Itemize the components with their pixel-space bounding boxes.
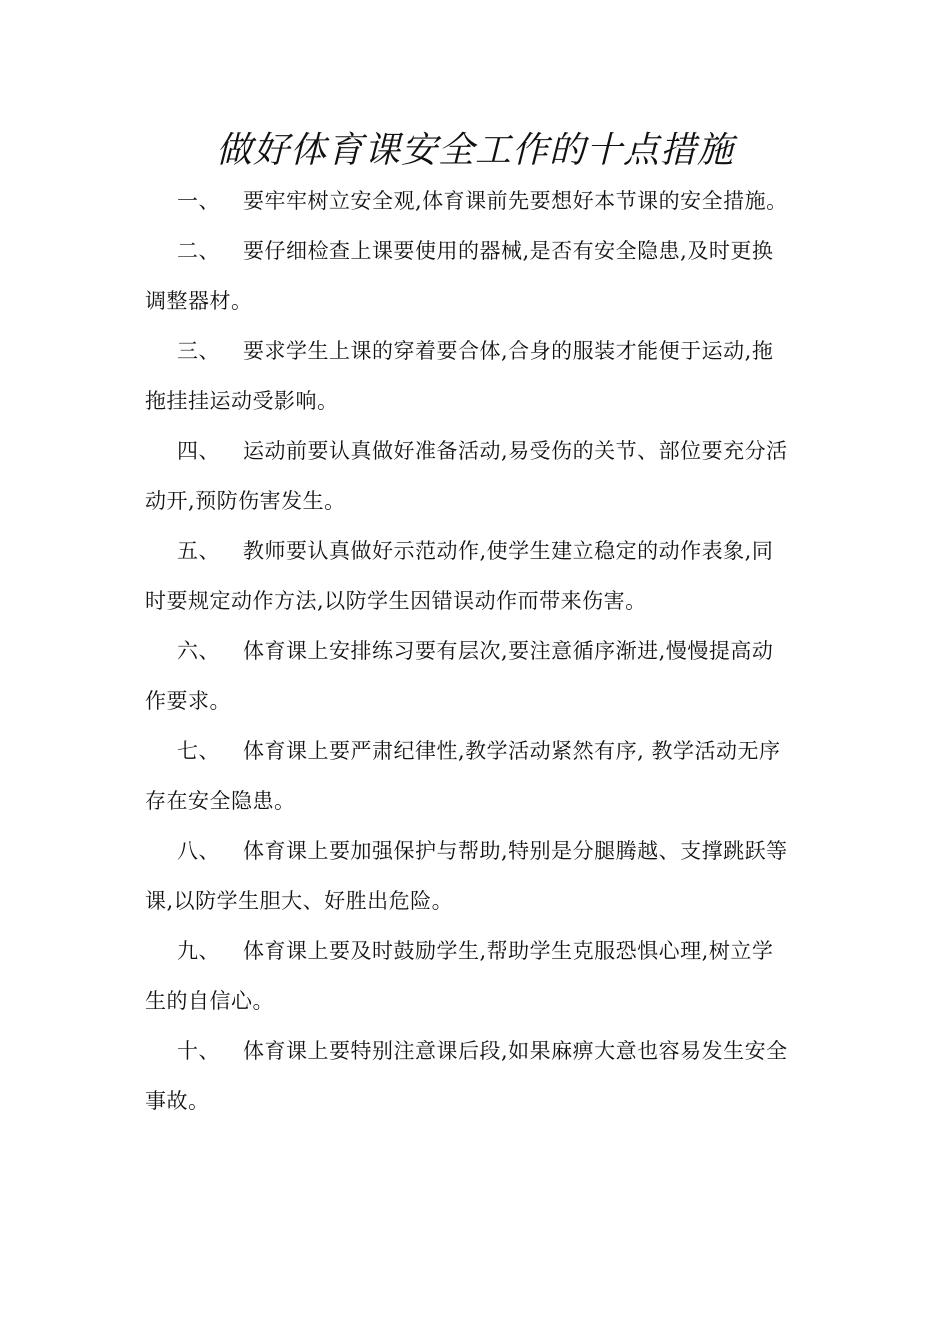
measure-text: 体育课上要及时鼓励学生,帮助学生克服恐惧心理,树立学 xyxy=(243,939,774,963)
measure-first-line xyxy=(145,226,813,276)
measure-text: 要仔细检查上课要使用的器械,是否有安全隐患,及时更换 xyxy=(243,239,774,263)
measure-text: 运动前要认真做好准备活动,易受伤的关节、部位要充分活 xyxy=(243,439,788,463)
measure-number: 六、 xyxy=(177,639,220,663)
measure-text: 体育课上安排练习要有层次,要注意循序渐进,慢慢提高动 xyxy=(243,639,774,663)
measure-continuation-line: 时要规定动作方法,以防学生因错误动作而带来伤害。 xyxy=(145,589,647,613)
measure-item xyxy=(145,176,813,226)
document-title: 做好体育课安全工作的十点措施 xyxy=(215,130,734,171)
measures-list xyxy=(145,176,813,1126)
measure-number: 八、 xyxy=(177,839,220,863)
measure-item xyxy=(145,1026,813,1126)
measure-number: 十、 xyxy=(177,1039,220,1063)
measure-text: 要求学生上课的穿着要合体,合身的服装才能便于运动,拖 xyxy=(243,339,774,363)
measure-first-line xyxy=(145,426,813,476)
measure-number: 二、 xyxy=(177,239,220,263)
measure-number: 七、 xyxy=(177,739,220,763)
measure-first-line xyxy=(145,726,813,776)
measure-text: 体育课上要特别注意课后段,如果麻痹大意也容易发生安全 xyxy=(243,1039,788,1063)
measure-number: 三、 xyxy=(177,339,220,363)
measure-continuation-line: 作要求。 xyxy=(145,689,231,713)
measure-first-line xyxy=(145,926,813,976)
measure-continuation-line: 事故。 xyxy=(145,1089,210,1113)
measure-first-line xyxy=(145,176,813,226)
measure-item xyxy=(145,226,813,326)
measure-first-line xyxy=(145,626,813,676)
measure-text: 要牢牢树立安全观,体育课前先要想好本节课的安全措施。 xyxy=(243,189,788,213)
measure-continuation-line: 课,以防学生胆大、好胜出危险。 xyxy=(145,889,454,913)
measure-first-line xyxy=(145,1026,813,1076)
measure-continuation-line: 动开,预防伤害发生。 xyxy=(145,489,346,513)
measure-item xyxy=(145,326,813,426)
measure-continuation-line: 调整器材。 xyxy=(145,289,253,313)
measure-continuation-line: 拖挂挂运动受影响。 xyxy=(145,389,339,413)
measure-text: 教师要认真做好示范动作,使学生建立稳定的动作表象,同 xyxy=(243,539,774,563)
measure-number: 九、 xyxy=(177,939,220,963)
measure-first-line xyxy=(145,826,813,876)
measure-number: 一、 xyxy=(177,189,220,213)
measure-number: 四、 xyxy=(177,439,220,463)
measure-item xyxy=(145,526,813,626)
measure-text: 体育课上要严肃纪律性,教学活动紧然有序, 教学活动无序 xyxy=(243,739,781,763)
measure-first-line xyxy=(145,526,813,576)
measure-first-line xyxy=(145,326,813,376)
measure-continuation-line: 生的自信心。 xyxy=(145,989,274,1013)
measure-item xyxy=(145,926,813,1026)
measure-item xyxy=(145,626,813,726)
measure-number: 五、 xyxy=(177,539,220,563)
measure-item xyxy=(145,826,813,926)
measure-text: 体育课上要加强保护与帮助,特别是分腿腾越、支撑跳跃等 xyxy=(243,839,788,863)
measure-continuation-line: 存在安全隐患。 xyxy=(145,789,296,813)
measure-item xyxy=(145,426,813,526)
measure-item xyxy=(145,726,813,826)
